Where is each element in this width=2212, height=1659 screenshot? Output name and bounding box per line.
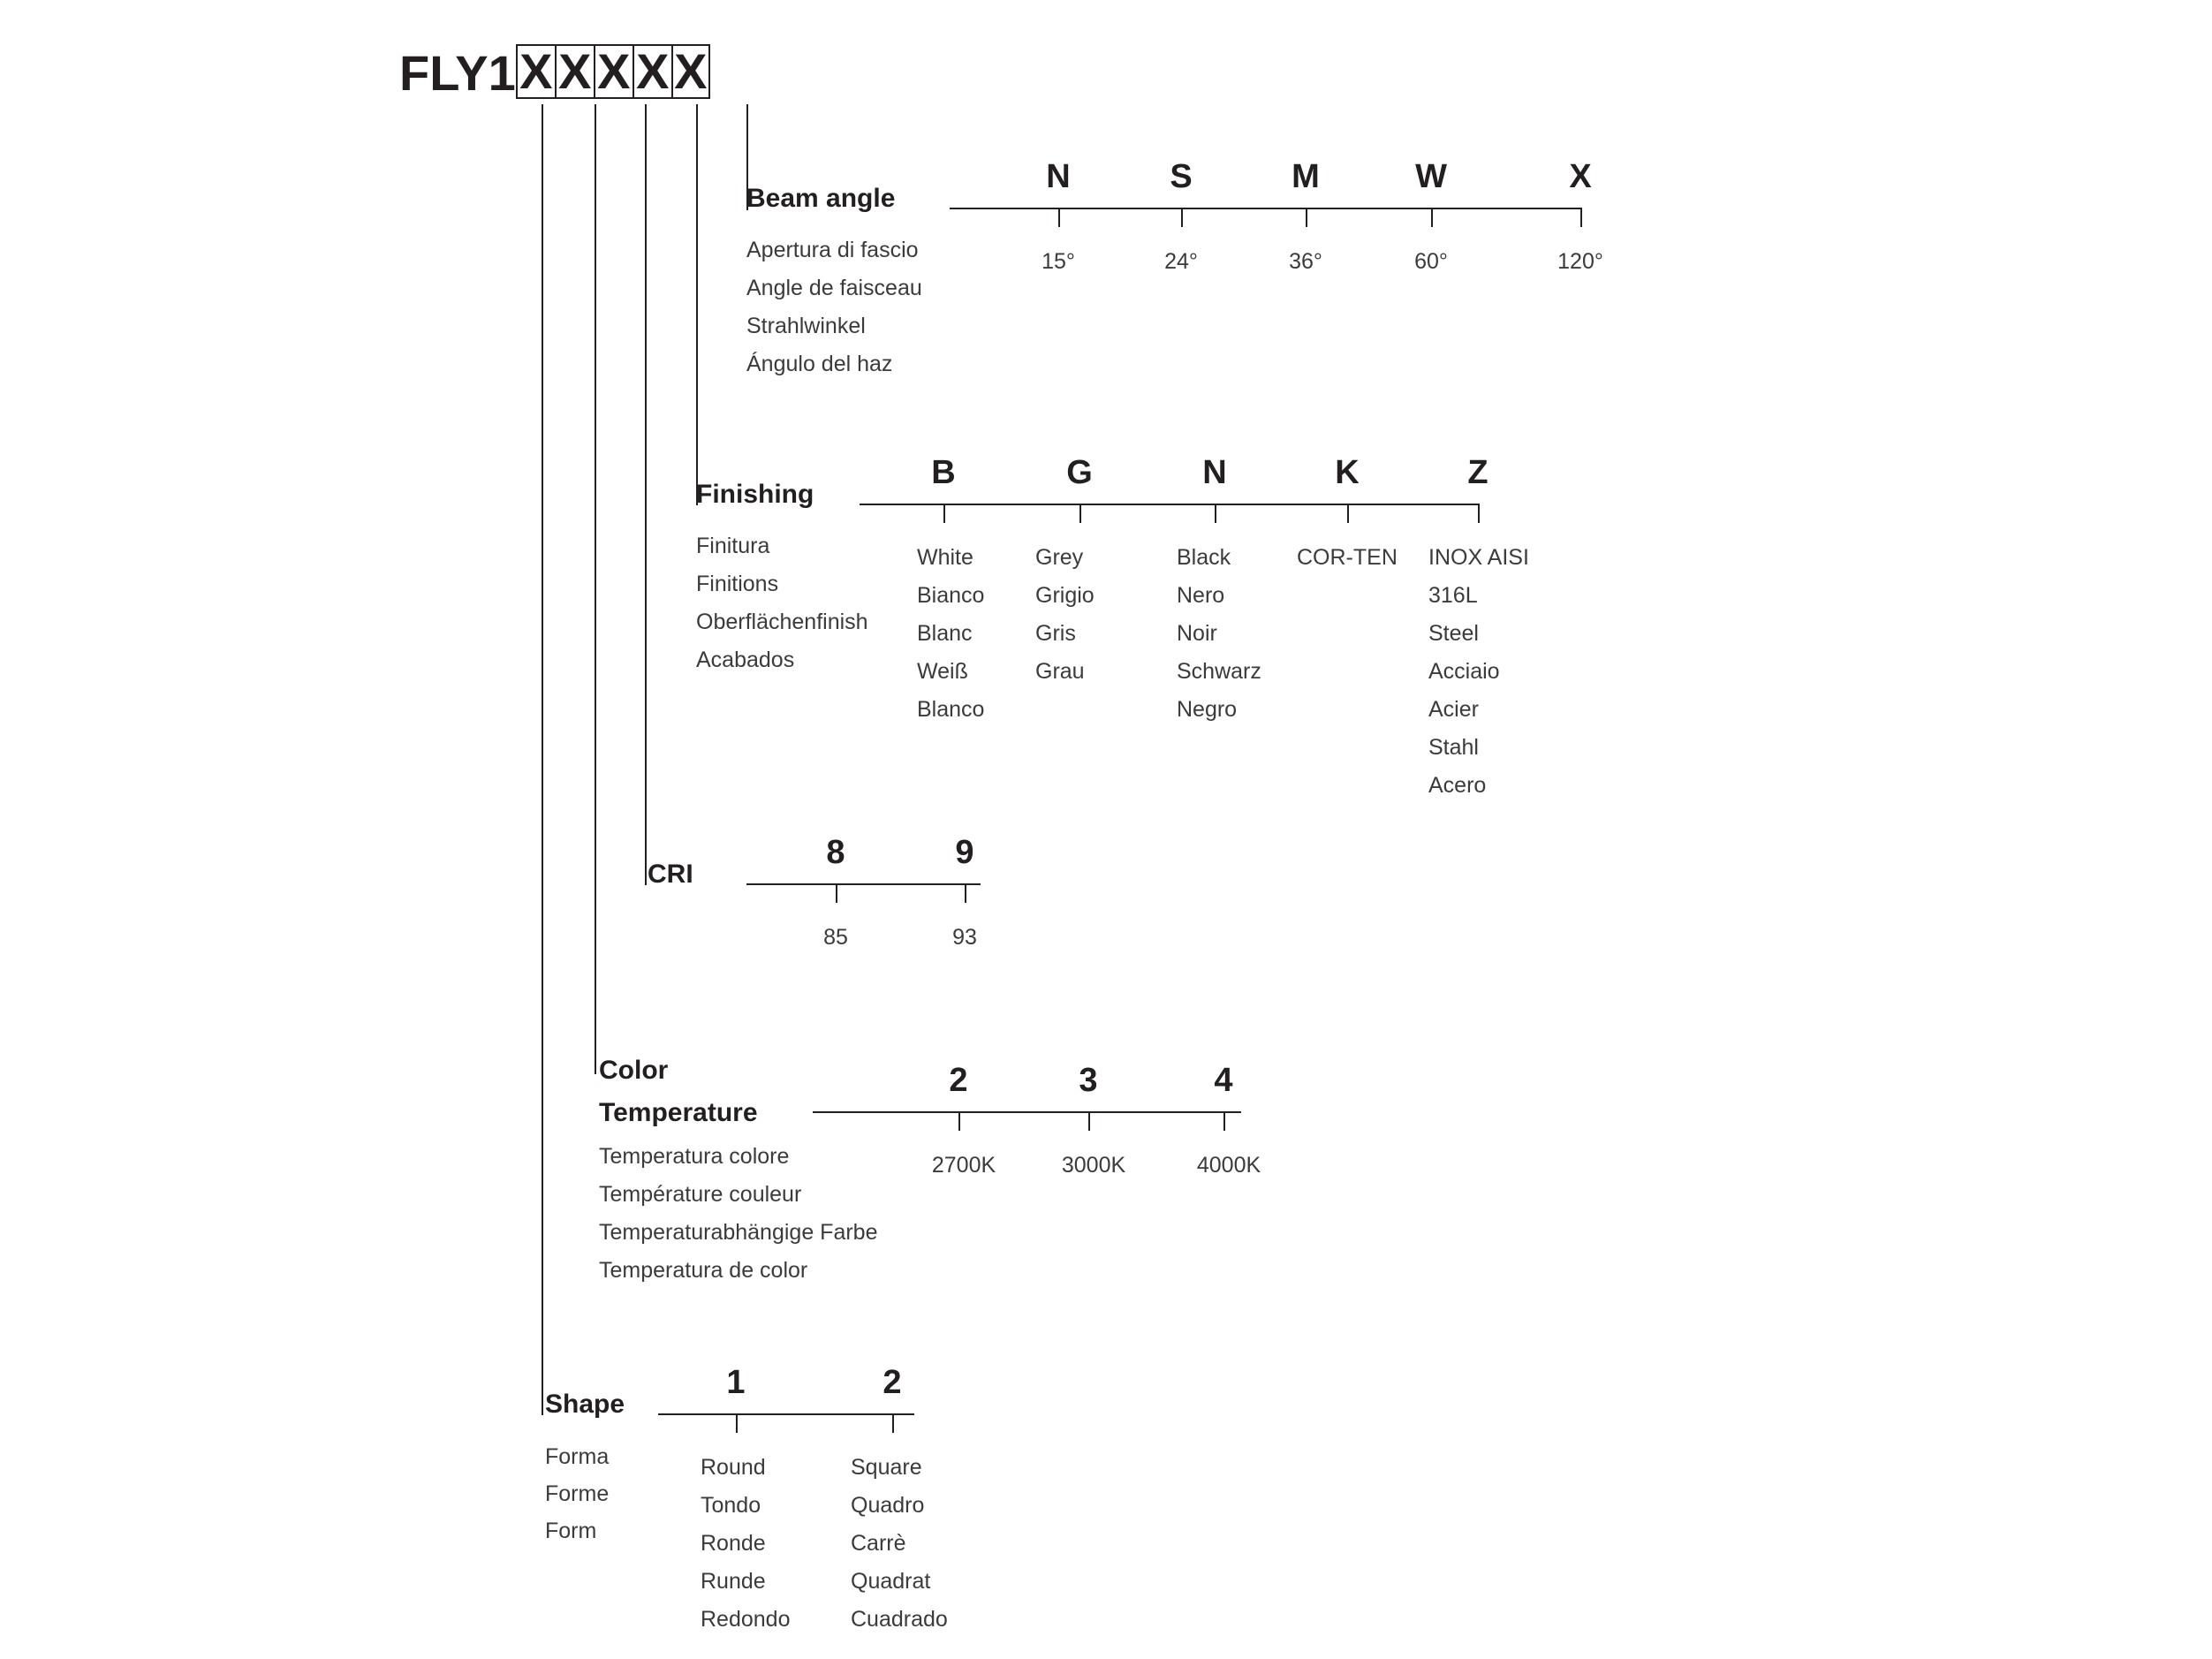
leader-connector-shape	[542, 1413, 543, 1415]
option-value-line: Acciaio	[1428, 659, 1500, 684]
section-translations-color-temperature	[599, 1138, 877, 1290]
tick-beam-angle-5	[1580, 208, 1582, 227]
option-value-line: Grau	[1035, 659, 1085, 684]
tick-shape-1	[736, 1413, 738, 1433]
option-value-line: Noir	[1177, 621, 1217, 646]
option-code-beam-angle-S: S	[1170, 158, 1193, 195]
option-value-line: Stahl	[1428, 735, 1479, 760]
option-code-finishing-K: K	[1335, 454, 1360, 491]
option-code-shape-2: 2	[883, 1364, 902, 1401]
option-value-line: Acier	[1428, 697, 1479, 722]
leader-line-color-temperature	[595, 104, 596, 1072]
axis-finishing	[860, 504, 1478, 505]
option-value-line: Acero	[1428, 773, 1487, 798]
tick-color-temperature-2	[1088, 1111, 1090, 1131]
translation-line: Forme	[545, 1481, 610, 1506]
tick-beam-angle-4	[1431, 208, 1433, 227]
option-code-finishing-N: N	[1202, 454, 1227, 491]
code-placeholder-group	[516, 44, 710, 99]
option-value-line: Tondo	[701, 1493, 761, 1518]
option-value-line: Quadro	[851, 1493, 925, 1518]
option-value-cri-8: 85	[823, 925, 848, 950]
tick-shape-2	[892, 1413, 894, 1433]
translation-line: Température couleur	[599, 1182, 802, 1207]
section-title-color-temperature	[599, 1049, 758, 1134]
tick-finishing-5	[1478, 504, 1480, 523]
translation-line: Forma	[545, 1444, 610, 1469]
axis-beam-angle	[950, 208, 1580, 209]
option-code-shape-1: 1	[726, 1364, 746, 1401]
option-value-line: Grigio	[1035, 583, 1095, 608]
option-code-beam-angle-M: M	[1292, 158, 1320, 195]
option-value-line: White	[917, 545, 973, 570]
option-code-beam-angle-X: X	[1569, 158, 1592, 195]
code-prefix: FLY1	[399, 45, 516, 101]
option-values-finishing-G	[1035, 539, 1095, 691]
section-title-shape: Shape	[545, 1390, 625, 1419]
option-code-beam-angle-N: N	[1046, 158, 1071, 195]
option-value-line: Runde	[701, 1569, 766, 1594]
option-value-color-temperature-2: 2700K	[931, 1153, 996, 1178]
tick-finishing-3	[1215, 504, 1216, 523]
tick-finishing-2	[1079, 504, 1081, 523]
option-value-line: Quadrat	[851, 1569, 931, 1594]
option-value-beam-angle-N: 15°	[1042, 249, 1075, 274]
option-value-line: Black	[1177, 545, 1231, 570]
option-value-line: Carrè	[851, 1531, 906, 1556]
section-title-line2: Temperature	[599, 1098, 758, 1127]
tick-cri-1	[836, 883, 837, 903]
tick-finishing-1	[943, 504, 945, 523]
option-value-line: Gris	[1035, 621, 1076, 646]
option-value-beam-angle-S: 24°	[1164, 249, 1198, 274]
section-title-finishing: Finishing	[696, 480, 814, 509]
leader-connector-cri	[645, 883, 647, 885]
leader-connector-color-temperature	[595, 1072, 596, 1074]
tick-color-temperature-3	[1223, 1111, 1225, 1131]
translation-line: Temperatura colore	[599, 1144, 790, 1169]
translation-line: Temperaturabhängige Farbe	[599, 1220, 878, 1245]
section-translations-shape	[545, 1438, 609, 1549]
translation-line: Acabados	[696, 648, 795, 672]
option-value-line: COR-TEN	[1297, 545, 1398, 570]
option-values-finishing-K	[1297, 539, 1398, 577]
option-value-line: Round	[701, 1455, 766, 1480]
tick-finishing-4	[1347, 504, 1349, 523]
tick-color-temperature-1	[958, 1111, 960, 1131]
option-value-cri-9: 93	[952, 925, 977, 950]
tick-beam-angle-1	[1058, 208, 1060, 227]
option-value-line: Blanco	[917, 697, 985, 722]
tick-beam-angle-3	[1306, 208, 1307, 227]
option-code-beam-angle-W: W	[1415, 158, 1447, 195]
translation-line: Angle de faisceau	[746, 276, 922, 300]
translation-line: Temperatura de color	[599, 1258, 808, 1283]
translation-line: Ángulo del haz	[746, 352, 893, 376]
option-value-line: Negro	[1177, 697, 1238, 722]
option-value-line: INOX AISI	[1428, 545, 1529, 570]
option-code-color-temperature-4: 4	[1214, 1062, 1233, 1099]
option-value-line: Nero	[1177, 583, 1225, 608]
option-value-line: 316L	[1428, 583, 1478, 608]
code-placeholder-5: X	[671, 44, 710, 99]
axis-color-temperature	[813, 1111, 1241, 1113]
code-placeholder-2: X	[555, 44, 594, 99]
section-title-beam-angle: Beam angle	[746, 184, 896, 213]
code-placeholder-3: X	[594, 44, 633, 99]
option-value-line: Schwarz	[1177, 659, 1261, 684]
option-value-line: Blanc	[917, 621, 973, 646]
option-value-line: Square	[851, 1455, 922, 1480]
option-value-line: Redondo	[701, 1607, 791, 1632]
axis-shape	[658, 1413, 914, 1415]
leader-line-cri	[645, 104, 647, 883]
section-translations-finishing	[696, 527, 868, 679]
option-value-color-temperature-4: 4000K	[1196, 1153, 1261, 1178]
option-value-line: Weiß	[917, 659, 968, 684]
tick-cri-2	[965, 883, 966, 903]
option-value-line: Ronde	[701, 1531, 766, 1556]
option-code-color-temperature-2: 2	[949, 1062, 968, 1099]
option-code-finishing-Z: Z	[1467, 454, 1489, 491]
option-values-shape-1	[701, 1449, 790, 1639]
option-code-cri-9: 9	[955, 834, 974, 871]
product-code-header	[399, 44, 710, 99]
option-value-beam-angle-W: 60°	[1414, 249, 1448, 274]
option-value-beam-angle-M: 36°	[1289, 249, 1322, 274]
option-values-finishing-N	[1177, 539, 1261, 729]
translation-line: Form	[545, 1519, 597, 1543]
translation-line: Strahlwinkel	[746, 314, 866, 338]
section-translations-beam-angle	[746, 231, 922, 383]
leader-line-shape	[542, 104, 543, 1413]
option-value-line: Bianco	[917, 583, 985, 608]
option-values-finishing-B	[917, 539, 984, 729]
section-title-cri: CRI	[648, 860, 693, 889]
option-value-line: Steel	[1428, 621, 1479, 646]
axis-cri	[746, 883, 981, 885]
option-code-finishing-B: B	[931, 454, 956, 491]
option-code-finishing-G: G	[1066, 454, 1093, 491]
translation-line: Oberflächenfinish	[696, 610, 868, 634]
option-values-shape-2	[851, 1449, 948, 1639]
option-value-line: Grey	[1035, 545, 1084, 570]
option-value-line: Cuadrado	[851, 1607, 948, 1632]
option-values-finishing-Z	[1428, 539, 1529, 805]
code-placeholder-1: X	[516, 44, 555, 99]
tick-beam-angle-2	[1181, 208, 1183, 227]
option-value-beam-angle-X: 120°	[1557, 249, 1603, 274]
option-value-color-temperature-3: 3000K	[1061, 1153, 1126, 1178]
option-code-cri-8: 8	[826, 834, 845, 871]
translation-line: Finitions	[696, 572, 779, 596]
translation-line: Apertura di fascio	[746, 238, 919, 262]
code-placeholder-4: X	[633, 44, 671, 99]
translation-line: Finitura	[696, 534, 770, 558]
section-title-line1: Color	[599, 1056, 669, 1085]
leader-line-finishing	[696, 104, 698, 504]
option-code-color-temperature-3: 3	[1079, 1062, 1098, 1099]
